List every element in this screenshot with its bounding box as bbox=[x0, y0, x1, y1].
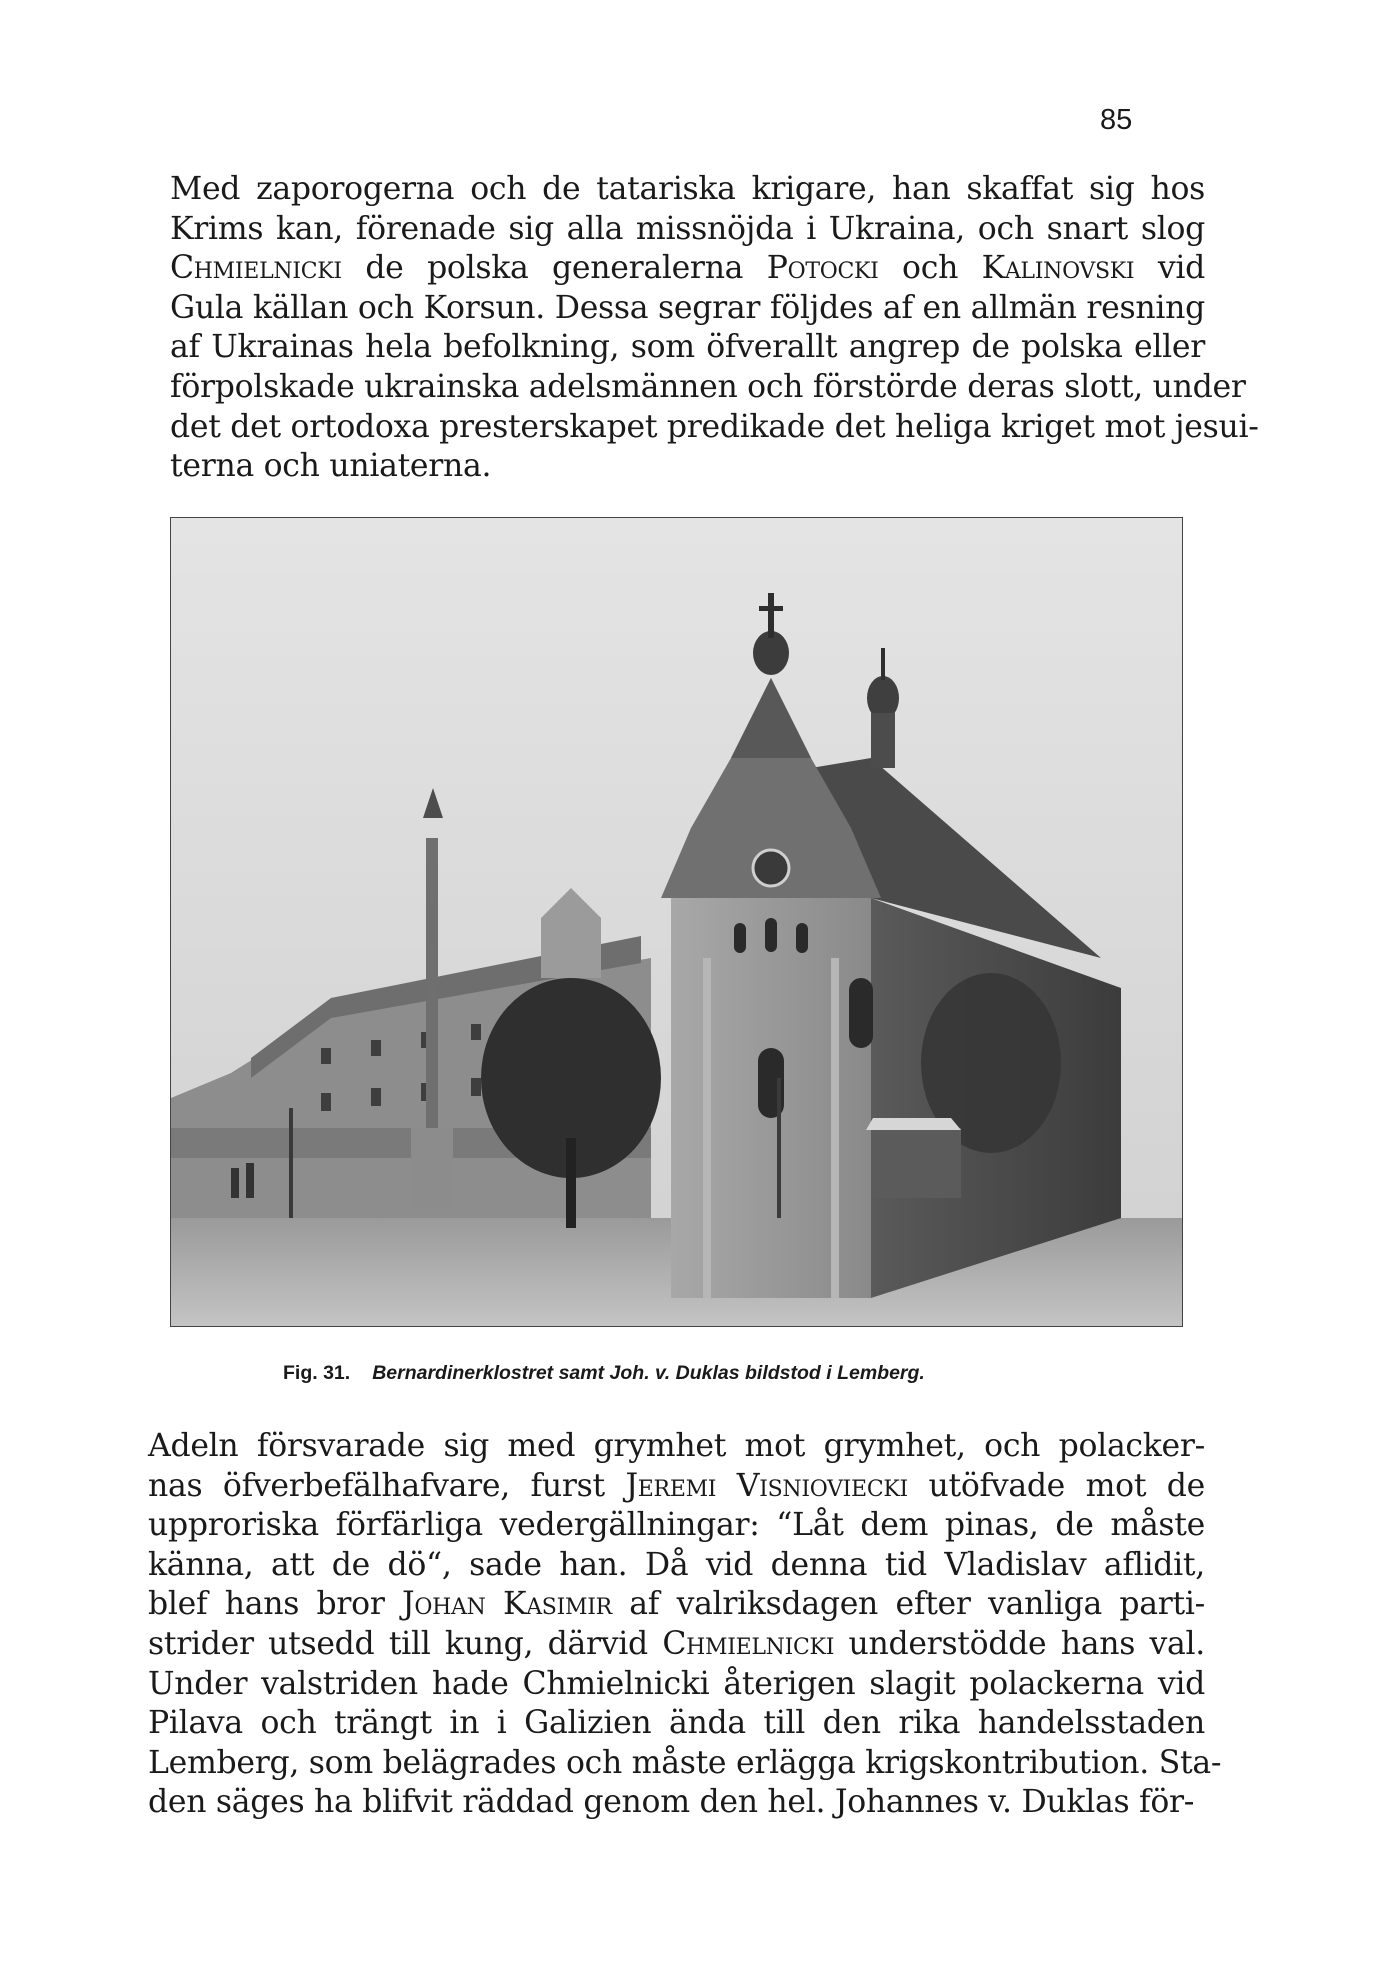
page-number: 85 bbox=[1100, 104, 1133, 136]
text-line bbox=[148, 1625, 1205, 1665]
text-run: blef hans bror bbox=[148, 1586, 403, 1623]
proper-name: Kalinovski bbox=[981, 250, 1135, 287]
figure-caption bbox=[283, 1362, 925, 1385]
text-line bbox=[148, 1427, 1205, 1467]
text-run: af valriksdagen efter vanliga parti- bbox=[611, 1586, 1205, 1623]
text-run: terna och uniaterna. bbox=[170, 448, 492, 485]
proper-name: Chmielnicki bbox=[662, 1625, 835, 1662]
text-run: vid bbox=[1134, 250, 1205, 287]
text-run: upproriska förfärliga vedergällningar: “Låt dem pinas, de måste bbox=[148, 1507, 1205, 1544]
paragraph-1 bbox=[170, 170, 1259, 487]
proper-name: Johan Kasimir bbox=[402, 1586, 612, 1623]
text-run: utöfvade mot de bbox=[907, 1467, 1205, 1504]
text-line bbox=[170, 328, 1205, 368]
text-run: af Ukrainas hela befolkning, som öfverallt angrep de polska eller bbox=[170, 329, 1205, 366]
text-run: känna, att de dö“, sade han. Då vid denna tid Vladislav aflidit, bbox=[148, 1546, 1205, 1583]
text-run: Adeln försvarade sig med grymhet mot grymhet, och polacker- bbox=[148, 1428, 1205, 1464]
figure-photograph bbox=[170, 517, 1183, 1327]
text-line bbox=[148, 1506, 1205, 1546]
text-run: den säges ha blifvit räddad genom den hel. Johannes v. Duklas för- bbox=[148, 1784, 1195, 1821]
text-run: Krims kan, förenade sig alla missnöjda i Ukraina, och snart slog bbox=[170, 210, 1205, 247]
text-line bbox=[148, 1744, 1222, 1784]
text-line bbox=[170, 408, 1259, 448]
text-run: Pilava och trängt in i Galizien ända till den rika handelsstaden bbox=[148, 1705, 1205, 1742]
text-line bbox=[170, 249, 1205, 289]
text-line bbox=[148, 1546, 1205, 1586]
text-run: strider utsedd till kung, därvid bbox=[148, 1625, 663, 1662]
proper-name: Jeremi Visnioviecki bbox=[625, 1467, 908, 1504]
text-run: förpolskade ukrainska adelsmännen och förstörde deras slott, under bbox=[170, 368, 1246, 405]
text-run: de polska generalerna bbox=[341, 250, 767, 287]
proper-name: Potocki bbox=[766, 250, 879, 287]
figure-title: Bernardinerklostret samt Joh. v. Duklas bildstod i Lemberg. bbox=[372, 1362, 925, 1384]
text-line bbox=[170, 447, 1205, 487]
text-line bbox=[170, 170, 1205, 210]
text-run: Gula källan och Korsun. Dessa segrar följdes af en allmän resning bbox=[170, 289, 1205, 326]
paragraph-2 bbox=[148, 1427, 1222, 1823]
text-line bbox=[148, 1467, 1205, 1507]
text-line bbox=[148, 1585, 1205, 1625]
text-line bbox=[170, 210, 1205, 250]
figure-label: Fig. 31. bbox=[283, 1362, 351, 1384]
text-run: och bbox=[878, 250, 982, 287]
text-line bbox=[148, 1665, 1205, 1705]
text-run: Lemberg, som belägrades och måste erlägga krigskontribution. Sta- bbox=[148, 1744, 1222, 1781]
text-line bbox=[148, 1783, 1205, 1823]
text-line bbox=[170, 368, 1246, 408]
text-line bbox=[170, 289, 1205, 329]
text-run: Under valstriden hade Chmielnicki återigen slagit polackerna vid bbox=[148, 1665, 1205, 1702]
text-run: understödde hans val. bbox=[834, 1625, 1205, 1662]
text-line bbox=[148, 1704, 1205, 1744]
proper-name: Chmielnicki bbox=[170, 250, 342, 287]
text-run: det det ortodoxa presterskapet predikade det heliga kriget mot jesui- bbox=[170, 408, 1259, 445]
text-run: nas öfverbefälhafvare, furst bbox=[148, 1467, 626, 1504]
church-photo-illustration bbox=[171, 518, 1182, 1326]
text-run: Med zaporogerna och de tatariska krigare, han skaffat sig hos bbox=[170, 171, 1205, 207]
